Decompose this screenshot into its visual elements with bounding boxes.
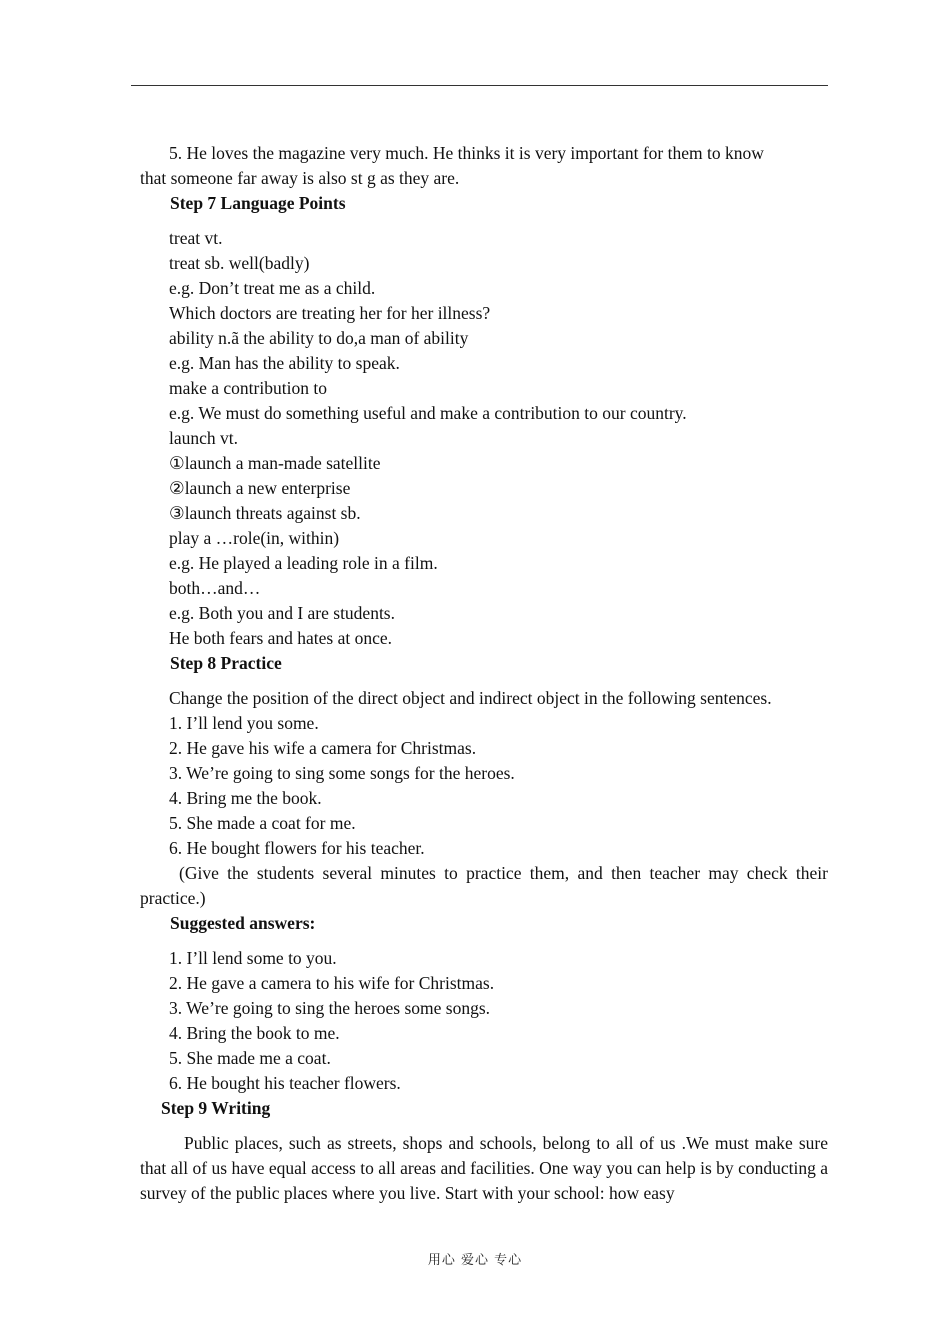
answer-line: 3. We’re going to sing the heroes some songs. <box>169 998 490 1018</box>
answer-line: 4. Bring the book to me. <box>169 1023 340 1043</box>
step7-line: make a contribution to <box>169 378 327 398</box>
answer-line: 6. He bought his teacher flowers. <box>169 1073 401 1093</box>
step8-line: Change the position of the direct object and indirect object in the following sentences. <box>169 688 772 708</box>
answer-line: 2. He gave a camera to his wife for Christmas. <box>169 973 495 993</box>
step7-line: e.g. He played a leading role in a film. <box>169 553 438 573</box>
step7-line: e.g. We must do something useful and make a contribution to our country. <box>169 403 687 423</box>
step8-line: 3. We’re going to sing some songs for the heroes. <box>169 763 515 783</box>
answers-list <box>140 946 828 1096</box>
step7-line: ③launch threats against sb. <box>169 503 361 523</box>
step9-paragraph: Public places, such as streets, shops and schools, belong to all of us .We must make sure that all of us have equal access to all areas and facilities. One way you can help is by conducting a survey of the public places where you live. Start with your school: how easy <box>140 1133 828 1203</box>
step7-line: e.g. Both you and I are students. <box>169 603 395 623</box>
step8-line: 1. I’ll lend you some. <box>169 713 319 733</box>
step8-list <box>140 686 828 861</box>
document-body <box>140 141 828 1206</box>
step7-list <box>140 226 828 651</box>
step8-line: 4. Bring me the book. <box>169 788 322 808</box>
step7-line: launch vt. <box>169 428 239 448</box>
step8-line: 5. She made a coat for me. <box>169 813 356 833</box>
step8-heading: Step 8 Practice <box>170 653 282 673</box>
step7-line: ability n.ã the ability to do,a man of ability <box>169 328 469 348</box>
step7-line: play a …role(in, within) <box>169 528 340 548</box>
intro-line-2: that someone far away is also st g as they are. <box>140 168 460 188</box>
step8-note: (Give the students several minutes to practice them, and then teacher may check their practice.) <box>140 863 828 908</box>
step7-line: He both fears and hates at once. <box>169 628 393 648</box>
step8-line: 2. He gave his wife a camera for Christmas. <box>169 738 477 758</box>
step7-line: ②launch a new enterprise <box>169 478 351 498</box>
step7-line: ①launch a man-made satellite <box>169 453 381 473</box>
step7-line: both…and… <box>169 578 261 598</box>
step7-line: treat vt. <box>169 228 223 248</box>
step7-heading: Step 7 Language Points <box>170 193 346 213</box>
step7-line: e.g. Don’t treat me as a child. <box>169 278 376 298</box>
step8-line: 6. He bought flowers for his teacher. <box>169 838 425 858</box>
page-footer: 用心 爱心 专心 <box>427 1253 523 1268</box>
header-rule <box>131 85 828 86</box>
step7-line: e.g. Man has the ability to speak. <box>169 353 400 373</box>
step9-heading: Step 9 Writing <box>161 1098 271 1118</box>
answer-line: 5. She made me a coat. <box>169 1048 331 1068</box>
step7-line: treat sb. well(badly) <box>169 253 310 273</box>
step7-line: Which doctors are treating her for her illness? <box>169 303 491 323</box>
answer-line: 1. I’ll lend some to you. <box>169 948 337 968</box>
answers-heading: Suggested answers: <box>170 913 316 933</box>
intro-line-1: 5. He loves the magazine very much. He thinks it is very important for them to know <box>169 143 764 163</box>
